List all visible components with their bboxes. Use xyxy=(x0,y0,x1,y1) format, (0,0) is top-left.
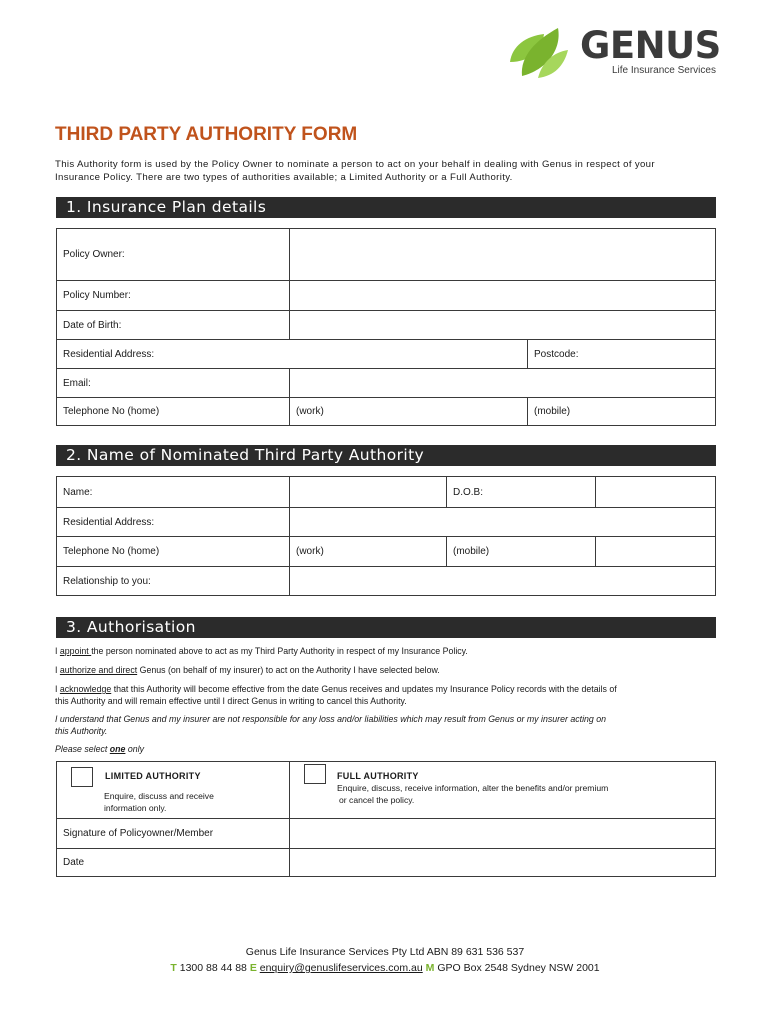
tel-mobile-label: (mobile) xyxy=(534,406,571,417)
desc-line: Enquire, discuss, receive information, alter the benefits and/or premium xyxy=(337,783,609,793)
text: I xyxy=(55,684,60,694)
logo-wordmark: GENUS xyxy=(580,24,721,67)
tel-home-label: Telephone No (home) xyxy=(63,406,160,417)
one-emphasis: one xyxy=(109,744,126,754)
telephone-row xyxy=(57,397,715,425)
nominee-address-label: Residential Address: xyxy=(63,516,155,528)
text: Genus (on behalf of my insurer) to act on the Authority I have selected below. xyxy=(137,665,440,675)
limited-authority-desc xyxy=(104,790,214,814)
name-row xyxy=(57,477,715,507)
full-authority-checkbox[interactable] xyxy=(304,764,326,784)
text: only xyxy=(125,744,145,754)
policy-owner-field[interactable] xyxy=(290,229,715,280)
nominee-tel-work-label: (work) xyxy=(296,546,324,557)
address-row xyxy=(57,339,715,368)
footer-phone[interactable]: 1300 88 44 88 xyxy=(179,962,247,974)
dob-label: Date of Birth: xyxy=(63,319,122,331)
footer-address: GPO Box 2548 Sydney NSW 2001 xyxy=(437,962,600,974)
authorize-term: authorize and direct xyxy=(59,665,138,675)
logo-tagline: Life Insurance Services xyxy=(612,65,716,76)
section-3-heading: 3. Authorisation xyxy=(56,617,716,638)
nominee-tel-mobile-label: (mobile) xyxy=(453,546,490,557)
tel-mobile-field[interactable] xyxy=(528,398,715,425)
relationship-label: Relationship to you: xyxy=(63,575,151,587)
date-field[interactable] xyxy=(290,849,715,876)
section-1-heading: 1. Insurance Plan details xyxy=(56,197,716,218)
leaf-icon xyxy=(504,22,574,82)
nominee-telephone-row xyxy=(57,536,715,566)
text: I xyxy=(55,665,60,675)
limited-authority-option xyxy=(57,762,289,818)
limited-authority-checkbox[interactable] xyxy=(71,767,93,787)
email-field[interactable] xyxy=(290,369,715,397)
date-row xyxy=(57,848,715,876)
full-authority-option xyxy=(290,762,715,818)
full-authority-desc xyxy=(337,782,608,806)
nominated-party-table xyxy=(56,476,716,596)
nominee-dob-field[interactable] xyxy=(447,477,595,507)
form-intro xyxy=(55,159,735,184)
footer-contact xyxy=(0,962,770,974)
relationship-row xyxy=(57,566,715,595)
text: I xyxy=(55,646,60,656)
footer-email-link[interactable]: enquiry@genuslifeservices.com.au xyxy=(259,962,423,974)
dob-row xyxy=(57,310,715,339)
appoint-term: appoint xyxy=(59,646,92,656)
nominee-tel-home-field[interactable] xyxy=(57,537,289,566)
nominee-dob-value[interactable] xyxy=(596,477,715,507)
name-field[interactable] xyxy=(290,477,446,507)
policy-number-field[interactable] xyxy=(290,281,715,310)
insurance-plan-table xyxy=(56,228,716,426)
address-label: Residential Address: xyxy=(63,348,155,360)
acknowledge-term: acknowledge xyxy=(59,684,112,694)
signature-label: Signature of Policyowner/Member xyxy=(63,828,214,839)
phone-label: T xyxy=(170,962,177,974)
nominee-address-row xyxy=(57,507,715,536)
desc-line: Enquire, discuss and receive xyxy=(104,791,214,801)
authorisation-table xyxy=(56,761,716,877)
name-label: Name: xyxy=(63,486,93,498)
signature-field[interactable] xyxy=(290,819,715,848)
desc-line: information only. xyxy=(104,803,167,813)
nominee-dob-label: D.O.B: xyxy=(453,486,484,498)
acknowledge-statement xyxy=(55,683,735,695)
appoint-statement xyxy=(55,645,735,657)
email-row xyxy=(57,368,715,397)
intro-line: Insurance Policy. There are two types of authorities available; a Limited Authority or a Full Authority. xyxy=(55,171,513,183)
nominee-tel-home-label: Telephone No (home) xyxy=(63,546,160,557)
tel-home-field[interactable] xyxy=(57,398,289,425)
tel-work-label: (work) xyxy=(296,406,324,417)
authority-options-row xyxy=(57,762,715,818)
tel-work-field[interactable] xyxy=(290,398,527,425)
genus-logo xyxy=(504,22,734,82)
desc-line: or cancel the policy. xyxy=(339,795,415,805)
policy-number-label: Policy Number: xyxy=(63,290,131,301)
postcode-field[interactable] xyxy=(528,340,715,368)
text: that this Authority will become effective from the date Genus receives and updates my Insurance Policy records with the details of xyxy=(111,684,617,694)
date-label: Date xyxy=(63,857,85,868)
nominee-address-field[interactable] xyxy=(290,508,715,536)
mail-label: M xyxy=(425,962,435,974)
text: Please select xyxy=(55,744,110,754)
nominee-tel-mobile-field[interactable] xyxy=(447,537,595,566)
authorize-statement xyxy=(55,664,735,676)
nominee-tel-work-field[interactable] xyxy=(290,537,446,566)
postcode-label: Postcode: xyxy=(534,348,579,360)
form-title: THIRD PARTY AUTHORITY FORM xyxy=(55,124,358,145)
dob-field[interactable] xyxy=(290,311,715,339)
email-label: Email: xyxy=(63,377,91,389)
footer-company: Genus Life Insurance Services Pty Ltd ABN 89 631 536 537 xyxy=(245,946,525,958)
full-authority-title: FULL AUTHORITY xyxy=(337,771,419,781)
limited-authority-title: LIMITED AUTHORITY xyxy=(105,771,201,781)
liability-disclaimer-cont: this Authority. xyxy=(55,726,108,736)
policy-owner-label: Policy Owner: xyxy=(63,249,125,260)
nominee-tel-mobile-value[interactable] xyxy=(596,537,715,566)
email-label: E xyxy=(249,962,257,974)
select-instruction xyxy=(55,743,735,755)
intro-line: This Authority form is used by the Policy Owner to nominate a person to act on your behalf in dealing with Genus in respect of your xyxy=(55,159,655,170)
liability-disclaimer: I understand that Genus and my insurer are not responsible for any loss and/or liabilities which may result from Genus or my insurer acting on xyxy=(55,714,607,724)
text: the person nominated above to act as my Third Party Authority in respect of my Insurance Policy. xyxy=(91,646,468,656)
signature-row xyxy=(57,818,715,848)
address-field[interactable] xyxy=(57,340,527,368)
policy-owner-row xyxy=(57,229,715,280)
section-2-heading: 2. Name of Nominated Third Party Authority xyxy=(56,445,716,466)
policy-number-row xyxy=(57,280,715,310)
acknowledge-statement-cont: this Authority and will remain effective until I direct Genus in writing to cancel this Authority. xyxy=(55,696,407,706)
relationship-field[interactable] xyxy=(290,567,715,595)
